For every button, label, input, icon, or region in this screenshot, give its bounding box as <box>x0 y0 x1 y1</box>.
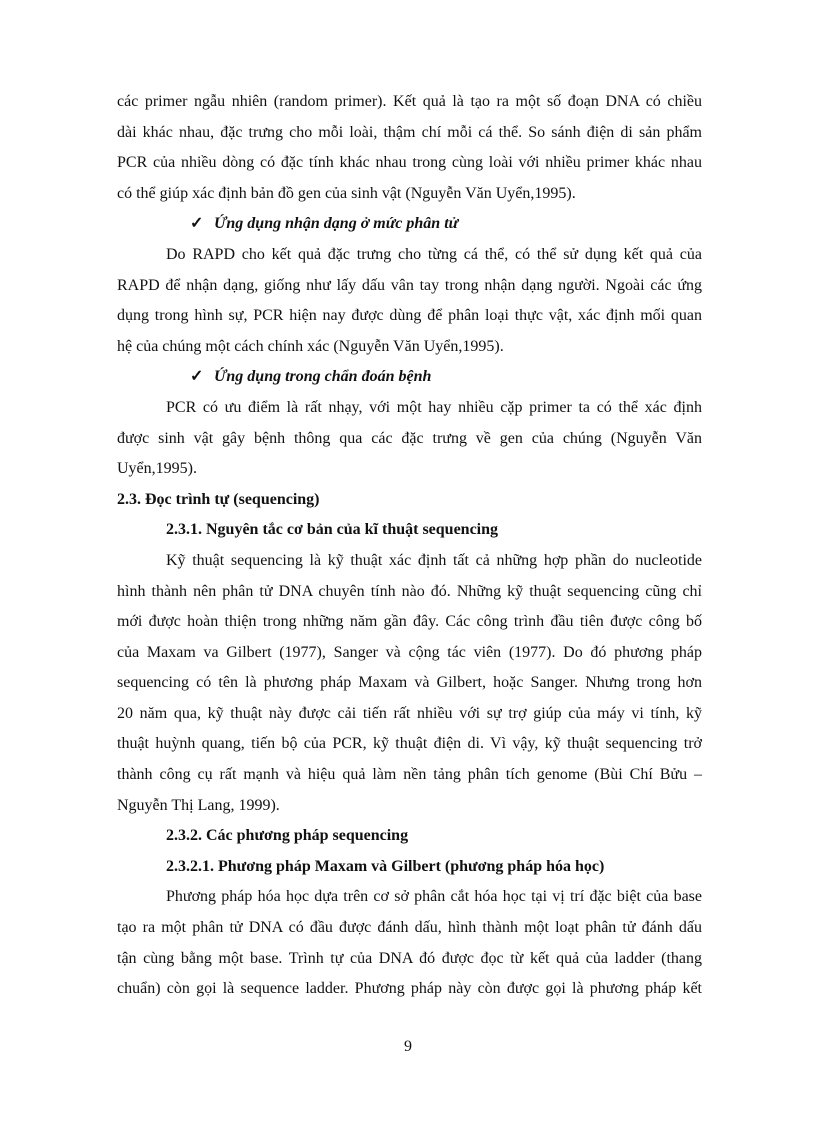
subsection-heading: 2.3.2.1. Phương pháp Maxam và Gilbert (phương pháp hóa học) <box>166 857 605 875</box>
bullet-heading-text: Ứng dụng trong chẩn đoán bệnh <box>214 368 432 386</box>
checkmark-icon: ✓ <box>190 215 204 233</box>
paragraph-line: tạo ra một phân tử DNA có đầu được đánh dấu, hình thành một loạt phân tử đánh dấu <box>117 919 702 937</box>
paragraph-line: thành công cụ rất mạnh và hiệu quả làm nền tảng phân tích genome (Bùi Chí Bửu – <box>117 766 702 784</box>
paragraph-line: Nguyễn Thị Lang, 1999). <box>117 796 280 814</box>
checkmark-icon: ✓ <box>190 368 204 386</box>
document-page <box>117 87 702 1005</box>
paragraph-line: Do RAPD cho kết quả đặc trưng cho từng cá thể, có thể sử dụng kết quả của <box>166 245 702 263</box>
page-number: 9 <box>404 1038 412 1055</box>
paragraph-line: PCR của nhiều dòng có đặc tính khác nhau trong cùng loài với nhiều primer khác nhau <box>117 154 702 172</box>
bullet-heading-text: Ứng dụng nhận dạng ở mức phân tử <box>214 215 459 233</box>
paragraph-line: các primer ngẫu nhiên (random primer). Kết quả là tạo ra một số đoạn DNA có chiều <box>117 93 702 110</box>
bullet-heading <box>117 209 702 240</box>
paragraph-line: sequencing có tên là phương pháp Maxam và Gilbert, hoặc Sanger. Nhưng trong hơn <box>117 674 702 692</box>
subsection-heading: 2.3.2. Các phương pháp sequencing <box>166 827 409 845</box>
paragraph-line: chuẩn) còn gọi là sequence ladder. Phương pháp này còn được gọi là phương pháp kết <box>117 980 702 998</box>
paragraph-line: Phương pháp hóa học dựa trên cơ sở phân cắt hóa học tại vị trí đặc biệt của base <box>166 888 702 906</box>
paragraph-line: 20 năm qua, kỹ thuật này được cải tiến rất nhiều với sự trợ giúp của máy vi tính, kỹ <box>117 704 702 722</box>
paragraph-line: được sinh vật gây bệnh thông qua các đặc trưng về gen của chúng (Nguyễn Văn <box>117 429 702 447</box>
paragraph-line: RAPD để nhận dạng, giống như lấy dấu vân tay trong nhận dạng người. Ngoài các ứng <box>117 276 702 294</box>
paragraph-line: mới được hoàn thiện trong những năm gần đây. Các công trình đầu tiên được công bố <box>117 613 702 631</box>
paragraph-line: dài khác nhau, đặc trưng cho mỗi loài, thậm chí mỗi cá thể. So sánh điện di sản phẩm <box>117 123 702 141</box>
paragraph-line: dụng trong hình sự, PCR hiện nay được dùng để phân loại thực vật, xác định mối quan <box>117 307 702 325</box>
section-heading: 2.3. Đọc trình tự (sequencing) <box>117 490 320 508</box>
paragraph-line: hệ của chúng một cách chính xác (Nguyễn Văn Uyển,1995). <box>117 337 504 355</box>
paragraph-line: Kỹ thuật sequencing là kỹ thuật xác định tất cả những hợp phần do nucleotide <box>166 551 702 569</box>
paragraph-line: tận cùng bằng một base. Trình tự của DNA đó được đọc từ kết quả của ladder (thang <box>117 949 702 967</box>
paragraph-line: hình thành nên phân tử DNA chuyên tính nào đó. Những kỹ thuật sequencing cũng chỉ <box>117 582 702 600</box>
subsection-heading: 2.3.1. Nguyên tắc cơ bản của kĩ thuật sequencing <box>166 521 499 539</box>
paragraph-line: Uyển,1995). <box>117 460 197 478</box>
paragraph-line: PCR có ưu điểm là rất nhạy, với một hay nhiều cặp primer ta có thể xác định <box>166 398 702 416</box>
paragraph-line: thuật huỳnh quang, tiến bộ của PCR, kỹ thuật điện di. Vì vậy, kỹ thuật sequencing trở <box>117 735 702 753</box>
bullet-heading <box>117 362 702 393</box>
paragraph-line: có thể giúp xác định bản đồ gen của sinh vật (Nguyễn Văn Uyển,1995). <box>117 184 576 202</box>
paragraph-line: của Maxam va Gilbert (1977), Sanger và cộng tác viên (1977). Do đó phương pháp <box>117 643 702 661</box>
